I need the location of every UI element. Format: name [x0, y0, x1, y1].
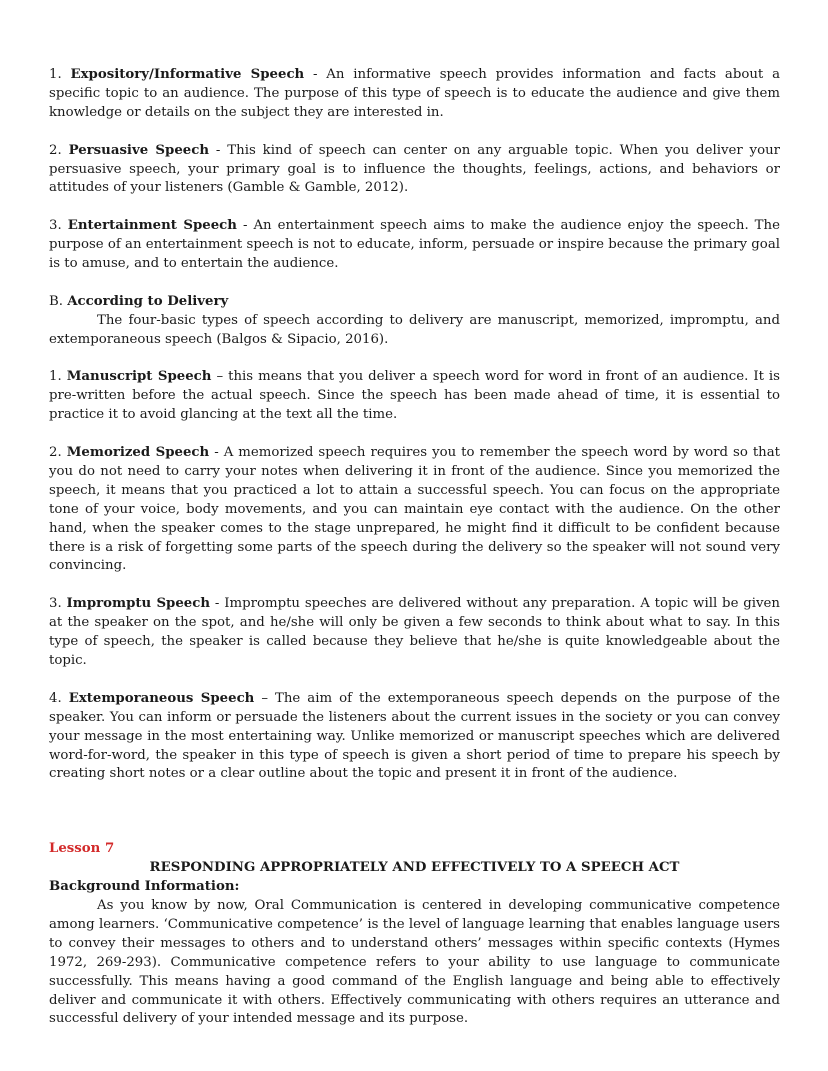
item-title: Entertainment Speech — [67, 218, 237, 234]
section-b-intro: The four-basic types of speech according to delivery are manuscript, memorized, impromptu, and extemporaneous speech (Balgos & Sipacio, 2016). — [49, 312, 780, 347]
item-title: Manuscript Speech — [66, 369, 212, 385]
item-text: - This kind of speech can center on any arguable topic. When you deliver your persuasive speech, your primary goal is to influence the thoughts, feelings, actions, and behaviors or attitudes of your listeners (Gamble & Gamble, 2012). — [49, 142, 780, 196]
lesson-label: Lesson 7 — [49, 841, 115, 857]
item-title: Extemporaneous Speech — [68, 690, 255, 706]
item-text: – The aim of the extemporaneous speech depends on the purpose of the speaker. You can inform or persuade the listeners about the current issues in the society or you can convey your message in the most entertaining way. Unlike memorized or manuscript speeches which are delivered word-for-word, the speaker in this type of speech is given a short period of time to prepare his speech by creating short notes or a clear outline about the topic and present it in front of the audience. — [49, 690, 780, 782]
background-heading: Background Information: — [49, 879, 240, 895]
document-page — [49, 66, 780, 1029]
section-prefix: B. — [49, 293, 63, 309]
item-number: 4. — [49, 690, 62, 706]
item-number: 1. — [49, 369, 62, 385]
item-text: - A memorized speech requires you to remember the speech word by word so that you do not need to carry your notes when delivering it in front of the audience. Since you memorized the speech, it means that you practiced a lot to attain a successful speech. You can focus on the appropriate tone of your voice, body movements, and you can maintain eye contact with the audience. On the other hand, when the speaker comes to the stage unprepared, he might find it difficult to be confident because there is a risk of forgetting some parts of the speech during the delivery so the speaker will not sound very convincing. — [49, 445, 781, 574]
background-text: As you know by now, Oral Communication is centered in developing communicative competence among learners. ‘Communicative competence’ is the level of language learning that enables language users to convey their messages to others and to understand others’ messages within specific contexts (Hymes 1972, 269-293). Communicative competence refers to your ability to use language to communicate successfully. This means having a good command of the English language and being able to effectively deliver and communicate it with others. Effectively communicating with others requires an utterance and successful delivery of your intended message and its purpose. — [49, 898, 780, 1027]
item-number: 2. — [49, 445, 62, 461]
item-expository-speech — [49, 66, 780, 123]
item-text: - Impromptu speeches are delivered without any preparation. A topic will be given at the speaker on the spot, and he/she will only be given a few seconds to think about what to say. In this type of speech, the speaker is called because they believe that he/she is quite knowledgeable about the topic. — [49, 596, 780, 668]
item-manuscript-speech — [49, 368, 780, 425]
item-title: Memorized Speech — [66, 445, 210, 461]
item-impromptu-speech — [49, 595, 780, 671]
item-memorized-speech — [49, 444, 780, 576]
item-title: Persuasive Speech — [68, 142, 210, 158]
item-title: Impromptu Speech — [66, 596, 211, 612]
item-entertainment-speech — [49, 217, 780, 274]
item-persuasive-speech — [49, 142, 780, 199]
item-text: – this means that you deliver a speech word for word in front of an audience. It is pre-written before the actual speech. Since the speech has been made ahead of time, it is essential to practice it to avoid glancing at the text all the time. — [49, 369, 780, 423]
item-number: 3. — [49, 596, 62, 612]
section-title: According to Delivery — [67, 293, 229, 309]
item-title: Expository/Informative Speech — [70, 67, 305, 82]
item-number: 3. — [49, 218, 62, 234]
item-extemporaneous-speech — [49, 690, 780, 785]
item-text: - An informative speech provides information and facts about a specific topic to an audience. The purpose of this type of speech is to educate the audience and give them knowledge or details on the subject they are interested in. — [49, 67, 780, 120]
lesson-title: RESPONDING APPROPRIATELY AND EFFECTIVELY TO A SPEECH ACT — [149, 860, 680, 876]
section-b-heading — [49, 293, 780, 312]
item-text: - An entertainment speech aims to make the audience enjoy the speech. The purpose of an entertainment speech is not to educate, inform, persuade or inspire because the primary goal is to amuse, and to entertain the audience. — [49, 218, 780, 272]
item-number: 2. — [49, 142, 62, 158]
item-number: 1. — [49, 67, 62, 82]
